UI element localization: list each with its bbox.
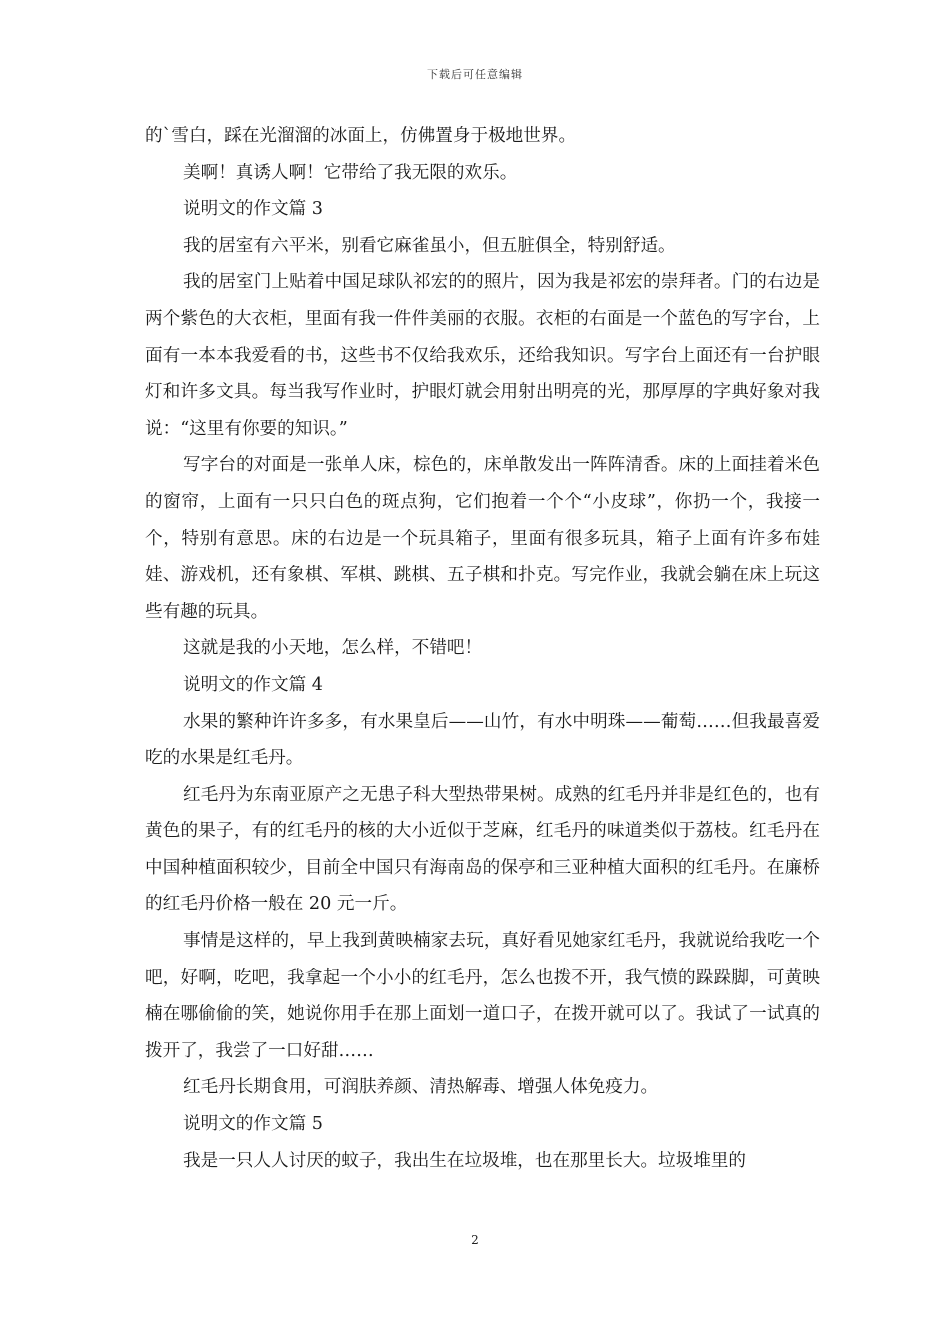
paragraph: 我是一只人人讨厌的蚊子，我出生在垃圾堆，也在那里长大。垃圾堆里的 — [183, 1150, 747, 1171]
page-number: 2 — [471, 1233, 479, 1247]
paragraph: 写字台的对面是一张单人床，棕色的，床单散发出一阵阵清香。床的上面挂着米色的窗帘，上面有一只只白色的斑点狗，它们抱着一个个“小皮球”，你扔一个，我接一个，特别有意思。床的右边是一个玩具箱子，里面有很多玩具，箱子上面有许多布娃娃、游戏机，还有象棋、军棋、跳棋、五子棋和扑克。写完作业，我就会躺在床上玩这些有趣的玩具。 — [145, 455, 820, 622]
page-header: 下载后可任意编辑 — [427, 68, 523, 81]
paragraph: 我的居室有六平米，别看它麻雀虽小，但五脏俱全，特别舒适。 — [183, 235, 676, 256]
section-heading: 说明文的作文篇 5 — [183, 1114, 323, 1135]
paragraph: 红毛丹长期食用，可润肤养颜、清热解毒、增强人体免疫力。 — [183, 1077, 659, 1098]
paragraph: 红毛丹为东南亚原产之无患子科大型热带果树。成熟的红毛丹并非是红色的，也有黄色的果子，有的红毛丹的核的大小近似于芝麻，红毛丹的味道类似于荔枝。红毛丹在中国种植面积较少，目前全中国只有海南岛的保亭和三亚种植大面积的红毛丹。在廉桥的红毛丹价格一般在 20 元一斤。 — [145, 784, 820, 915]
paragraph: 水果的繁种许许多多，有水果皇后——山竹，有水中明珠——葡萄……但我最喜爱吃的水果是红毛丹。 — [145, 711, 820, 769]
paragraph: 美啊！真诱人啊！它带给了我无限的欢乐。 — [183, 162, 518, 183]
paragraph: 这就是我的小天地，怎么样，不错吧！ — [183, 638, 483, 659]
document-body — [145, 118, 820, 1179]
paragraph: 事情是这样的，早上我到黄映楠家去玩，真好看见她家红毛丹，我就说给我吃一个吧，好啊，吃吧，我拿起一个小小的红毛丹，怎么也拨不开，我气愤的跺跺脚，可黄映楠在哪偷偷的笑，她说你用手在那上面划一道口子，在拨开就可以了。我试了一试真的拨开了，我尝了一口好甜…… — [145, 931, 820, 1061]
section-heading: 说明文的作文篇 4 — [183, 674, 323, 695]
section-heading: 说明文的作文篇 3 — [183, 199, 323, 220]
paragraph: 的`雪白，踩在光溜溜的冰面上，仿佛置身于极地世界。 — [145, 126, 577, 146]
paragraph: 我的居室门上贴着中国足球队祁宏的的照片，因为我是祁宏的崇拜者。门的右边是两个紫色的大衣柜，里面有我一件件美丽的衣服。衣柜的右面是一个蓝色的写字台，上面有一本本我爱看的书，这些书不仅给我欢乐，还给我知识。写字台上面还有一台护眼灯和许多文具。每当我写作业时，护眼灯就会用射出明亮的光，那厚厚的字典好象对我说：“这里有你要的知识。” — [145, 272, 820, 439]
